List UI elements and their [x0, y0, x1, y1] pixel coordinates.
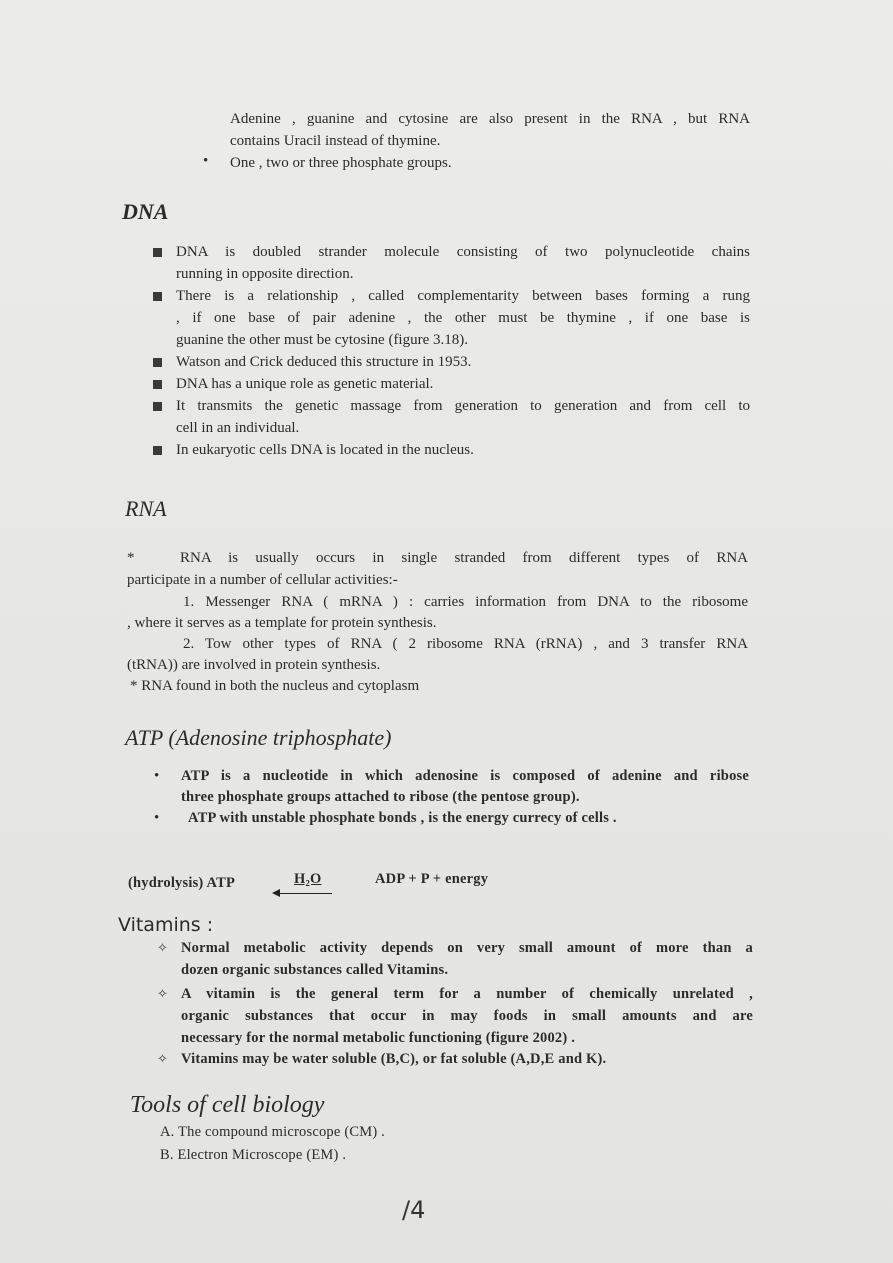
- equation-right: ADP + P + energy: [375, 871, 489, 887]
- dna-item-6: In eukaryotic cells DNA is located in the nucleus.: [176, 442, 474, 458]
- diamond-bullet-icon: ✧: [157, 1051, 168, 1066]
- rna-item-1-line-1: 1. Messenger RNA ( mRNA ) : carries information from DNA to the ribosome: [183, 594, 748, 610]
- reaction-arrow-line: [276, 893, 332, 894]
- page-number: /4: [402, 1196, 426, 1224]
- vitamins-item-2-line-1: A vitamin is the general term for a number of chemically unrelated ,: [181, 986, 753, 1002]
- dna-item-5-line-1: It transmits the genetic massage from generation to generation and from cell to: [176, 398, 750, 414]
- rna-star: *: [127, 550, 135, 566]
- square-bullet-icon: [153, 248, 162, 257]
- atp-item-2: ATP with unstable phosphate bonds , is the energy currecy of cells .: [188, 810, 617, 826]
- rna-intro-line-2: participate in a number of cellular activities:-: [127, 572, 398, 588]
- square-bullet-icon: [153, 358, 162, 367]
- rna-item-2-line-2: (tRNA)) are involved in protein synthesis.: [127, 657, 381, 673]
- dna-item-3: Watson and Crick deduced this structure in 1953.: [176, 354, 472, 370]
- diamond-bullet-icon: ✧: [157, 986, 168, 1001]
- dna-item-2-line-3: guanine the other must be cytosine (figure 3.18).: [176, 332, 469, 348]
- dna-item-1-line-2: running in opposite direction.: [176, 266, 354, 282]
- square-bullet-icon: [153, 380, 162, 389]
- square-bullet-icon: [153, 402, 162, 411]
- intro-line-2: contains Uracil instead of thymine.: [230, 133, 441, 149]
- rna-heading: RNA: [125, 496, 167, 521]
- dna-item-1-line-1: DNA is doubled strander molecule consisting of two polynucleotide chains: [176, 244, 750, 260]
- vitamins-heading: Vitamins :: [118, 914, 214, 936]
- vitamins-item-1-line-2: dozen organic substances called Vitamins.: [181, 962, 449, 978]
- vitamins-item-2-line-2: organic substances that occur in may foods in small amounts and are: [181, 1008, 753, 1024]
- vitamins-item-2-line-3: necessary for the normal metabolic functioning (figure 2002) .: [181, 1030, 576, 1046]
- diamond-bullet-icon: ✧: [157, 940, 168, 955]
- equation-left: (hydrolysis) ATP: [128, 875, 236, 891]
- equation-catalyst: H₂O: [294, 871, 322, 887]
- tools-item-b: B. Electron Microscope (EM) .: [160, 1147, 347, 1163]
- dna-item-5-line-2: cell in an individual.: [176, 420, 300, 436]
- bullet-dot-icon: •: [203, 153, 209, 169]
- tools-item-a: A. The compound microscope (CM) .: [160, 1124, 385, 1140]
- atp-heading: ATP (Adenosine triphosphate): [125, 725, 392, 750]
- bullet-dot-icon: •: [154, 810, 160, 826]
- intro-bullet: One , two or three phosphate groups.: [230, 155, 452, 171]
- atp-item-1-line-2: three phosphate groups attached to ribose (the pentose group).: [181, 789, 580, 805]
- rna-item-2-line-1: 2. Tow other types of RNA ( 2 ribosome RNA (rRNA) , and 3 transfer RNA: [183, 636, 748, 652]
- square-bullet-icon: [153, 446, 162, 455]
- rna-item-1-line-2: , where it serves as a template for protein synthesis.: [127, 615, 437, 631]
- rna-intro-line-1: RNA is usually occurs in single stranded from different types of RNA: [180, 550, 748, 566]
- rna-note: * RNA found in both the nucleus and cytoplasm: [130, 678, 420, 694]
- square-bullet-icon: [153, 292, 162, 301]
- vitamins-item-1-line-1: Normal metabolic activity depends on very small amount of more than a: [181, 940, 753, 956]
- bullet-dot-icon: •: [154, 768, 160, 784]
- dna-item-2-line-2: , if one base of pair adenine , the other must be thymine , if one base is: [176, 310, 750, 326]
- atp-item-1-line-1: ATP is a nucleotide in which adenosine is composed of adenine and ribose: [181, 768, 749, 784]
- dna-item-2-line-1: There is a relationship , called complementarity between bases forming a rung: [176, 288, 750, 304]
- intro-line-1: Adenine , guanine and cytosine are also present in the RNA , but RNA: [230, 111, 750, 127]
- tools-heading: Tools of cell biology: [130, 1092, 325, 1118]
- left-arrow-icon: [272, 889, 280, 897]
- dna-item-4: DNA has a unique role as genetic material.: [176, 376, 434, 392]
- vitamins-item-3: Vitamins may be water soluble (B,C), or fat soluble (A,D,E and K).: [181, 1051, 607, 1067]
- dna-heading: DNA: [122, 199, 169, 224]
